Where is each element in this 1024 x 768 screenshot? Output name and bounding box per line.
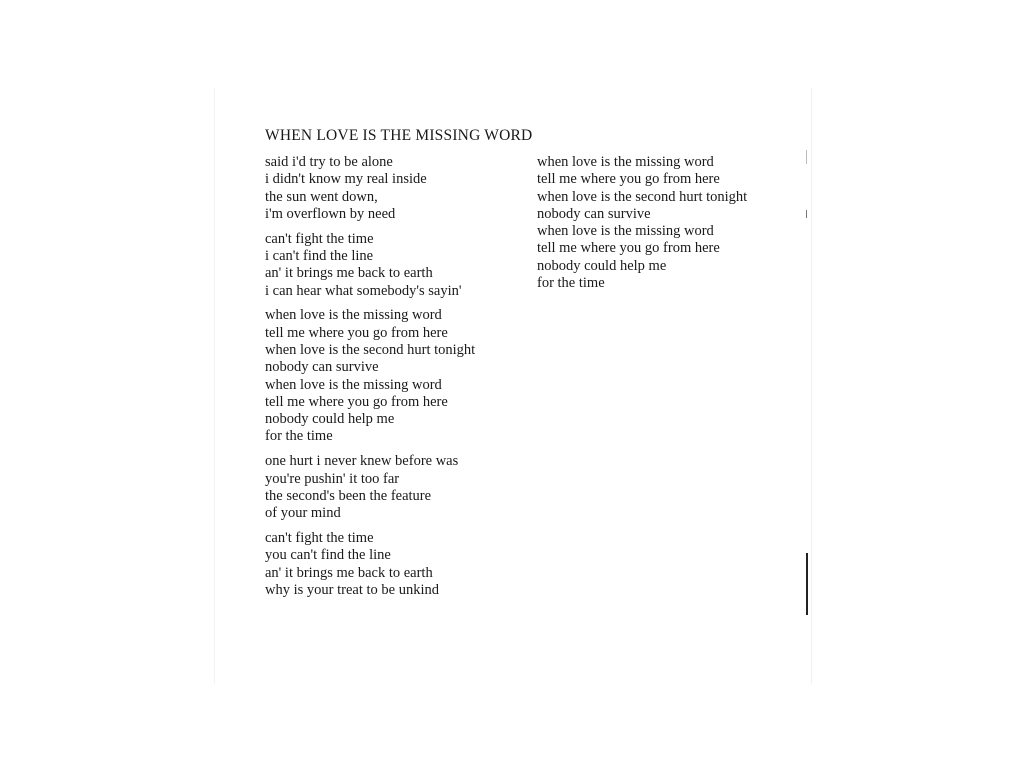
song-title: WHEN LOVE IS THE MISSING WORD <box>265 127 533 144</box>
page-edge-mark <box>806 210 807 218</box>
lyric-line: nobody could help me <box>265 411 395 428</box>
lyric-line: you can't find the line <box>265 547 391 564</box>
stanza <box>265 307 475 445</box>
stanza <box>265 453 475 522</box>
lyric-line: when love is the second hurt tonight <box>265 341 476 358</box>
lyric-line: when love is the missing word <box>265 307 442 324</box>
lyric-line: i can't find the line <box>265 247 374 264</box>
lyric-line: tell me where you go from here <box>265 393 448 410</box>
lyric-line: nobody could help me <box>537 257 667 274</box>
lyric-line: the second's been the feature <box>265 487 432 504</box>
lyric-line: an' it brings me back to earth <box>265 564 433 581</box>
lyric-line: can't fight the time <box>265 529 374 546</box>
lyric-line: tell me where you go from here <box>537 240 720 257</box>
lyric-line: when love is the missing word <box>537 154 714 170</box>
lyric-line: said i'd try to be alone <box>265 154 393 170</box>
lyric-line: for the time <box>537 275 605 292</box>
page-edge-mark <box>806 553 808 615</box>
lyric-line: i'm overflown by need <box>265 205 396 222</box>
stanza <box>537 154 747 292</box>
lyric-line: when love is the missing word <box>265 376 442 393</box>
lyric-line: i didn't know my real inside <box>265 171 427 188</box>
lyric-line: tell me where you go from here <box>265 324 448 341</box>
lyric-line: when love is the missing word <box>537 223 714 240</box>
lyric-line: when love is the second hurt tonight <box>537 188 748 205</box>
lyric-line: can't fight the time <box>265 230 374 247</box>
lyric-line: tell me where you go from here <box>537 171 720 188</box>
stanza <box>265 530 475 599</box>
lyric-line: of your mind <box>265 505 341 522</box>
lyrics-column-left <box>265 154 475 607</box>
lyrics-column-right <box>537 154 747 300</box>
stanza <box>265 231 475 300</box>
lyric-line: nobody can survive <box>537 205 651 222</box>
lyric-line: nobody can survive <box>265 359 379 376</box>
lyric-line: for the time <box>265 428 333 445</box>
stanza <box>265 154 475 223</box>
page-edge-mark <box>806 150 807 164</box>
lyric-line: you're pushin' it too far <box>265 470 400 487</box>
lyric-line: i can hear what somebody's sayin' <box>265 282 462 299</box>
lyric-line: one hurt i never knew before was <box>265 453 459 470</box>
lyric-line: an' it brings me back to earth <box>265 265 433 282</box>
lyric-line: the sun went down, <box>265 188 378 205</box>
lyric-line: why is your treat to be unkind <box>265 581 439 598</box>
